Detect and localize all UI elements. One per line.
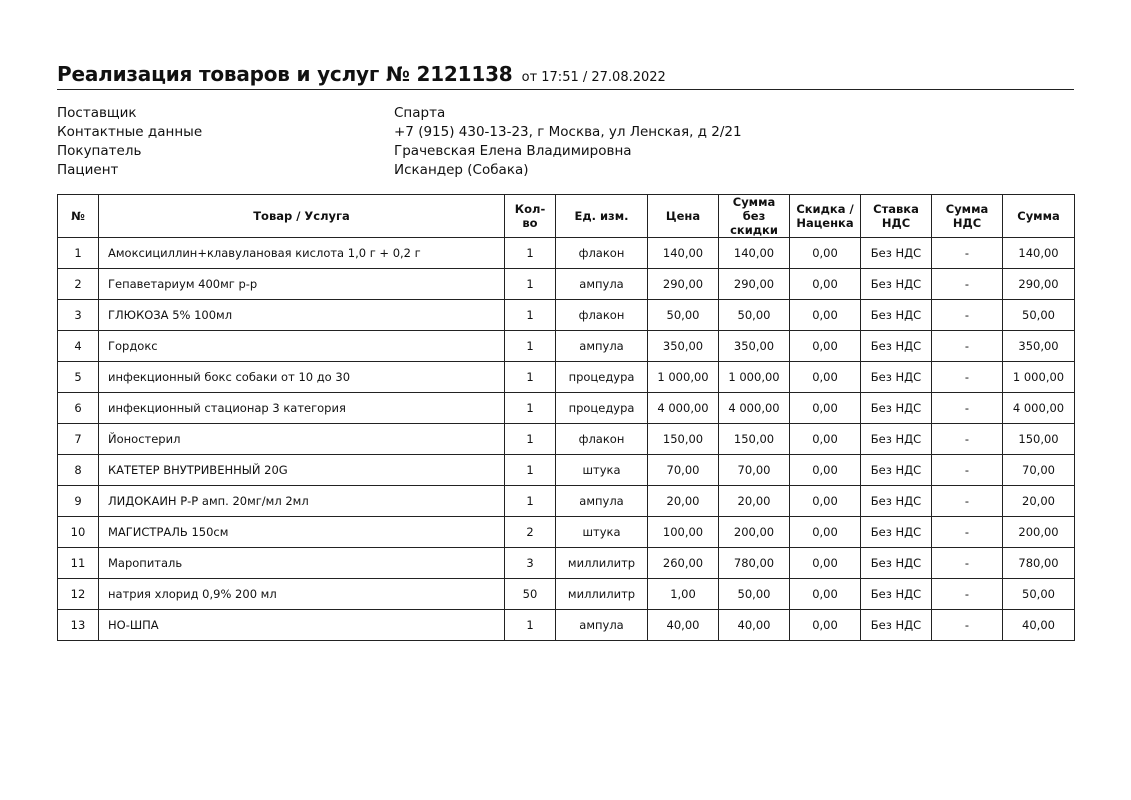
sum-without-discount-cell: 70,00 (719, 455, 790, 486)
table-row (58, 486, 1075, 517)
discount-cell: 0,00 (790, 331, 861, 362)
table-row (58, 238, 1075, 269)
sum-without-discount-cell: 350,00 (719, 331, 790, 362)
sum-without-discount-cell: 50,00 (719, 300, 790, 331)
item-name-cell: ГЛЮКОЗА 5% 100мл (99, 300, 505, 331)
vat-sum-cell: - (932, 331, 1003, 362)
quantity-cell: 1 (505, 455, 556, 486)
column-header: Ед. изм. (556, 195, 648, 238)
info-row-contacts (57, 123, 1074, 142)
info-label: Пациент (57, 162, 119, 178)
discount-cell: 0,00 (790, 455, 861, 486)
table-header-row (58, 195, 1075, 238)
table-row (58, 269, 1075, 300)
vat-rate-cell: Без НДС (861, 455, 932, 486)
vat-sum-cell: - (932, 300, 1003, 331)
item-name-cell: ЛИДОКАИН Р-Р амп. 20мг/мл 2мл (99, 486, 505, 517)
item-name-cell: Гордокс (99, 331, 505, 362)
item-name-cell: КАТЕТЕР ВНУТРИВЕННЫЙ 20G (99, 455, 505, 486)
quantity-cell: 1 (505, 238, 556, 269)
unit-cell: ампула (556, 486, 648, 517)
table-body (58, 238, 1075, 641)
row-number-cell: 11 (58, 548, 99, 579)
row-number-cell: 2 (58, 269, 99, 300)
row-number-cell: 4 (58, 331, 99, 362)
vat-sum-cell: - (932, 517, 1003, 548)
total-sum-cell: 70,00 (1003, 455, 1075, 486)
unit-cell: флакон (556, 238, 648, 269)
vat-rate-cell: Без НДС (861, 331, 932, 362)
vat-rate-cell: Без НДС (861, 362, 932, 393)
total-sum-cell: 4 000,00 (1003, 393, 1075, 424)
total-sum-cell: 50,00 (1003, 300, 1075, 331)
vat-rate-cell: Без НДС (861, 393, 932, 424)
info-row-patient (57, 161, 1074, 180)
price-cell: 50,00 (648, 300, 719, 331)
vat-rate-cell: Без НДС (861, 517, 932, 548)
row-number-cell: 9 (58, 486, 99, 517)
info-row-buyer (57, 142, 1074, 161)
vat-sum-cell: - (932, 548, 1003, 579)
total-sum-cell: 350,00 (1003, 331, 1075, 362)
table-row (58, 331, 1075, 362)
price-cell: 70,00 (648, 455, 719, 486)
vat-rate-cell: Без НДС (861, 548, 932, 579)
unit-cell: флакон (556, 424, 648, 455)
column-header: Цена (648, 195, 719, 238)
table-row (58, 300, 1075, 331)
unit-cell: процедура (556, 362, 648, 393)
document-header (57, 62, 1074, 90)
row-number-cell: 10 (58, 517, 99, 548)
quantity-cell: 1 (505, 300, 556, 331)
row-number-cell: 3 (58, 300, 99, 331)
column-header: Товар / Услуга (99, 195, 505, 238)
vat-sum-cell: - (932, 393, 1003, 424)
vat-rate-cell: Без НДС (861, 486, 932, 517)
document-title: Реализация товаров и услуг № 2121138 (57, 62, 513, 86)
vat-rate-cell: Без НДС (861, 579, 932, 610)
column-header: Сумма (1003, 195, 1075, 238)
sum-without-discount-cell: 150,00 (719, 424, 790, 455)
unit-cell: миллилитр (556, 579, 648, 610)
table-row (58, 548, 1075, 579)
vat-sum-cell: - (932, 269, 1003, 300)
discount-cell: 0,00 (790, 300, 861, 331)
total-sum-cell: 150,00 (1003, 424, 1075, 455)
price-cell: 40,00 (648, 610, 719, 641)
sum-without-discount-cell: 200,00 (719, 517, 790, 548)
price-cell: 350,00 (648, 331, 719, 362)
total-sum-cell: 200,00 (1003, 517, 1075, 548)
document-date: от 17:51 / 27.08.2022 (521, 70, 666, 85)
vat-sum-cell: - (932, 486, 1003, 517)
sum-without-discount-cell: 140,00 (719, 238, 790, 269)
row-number-cell: 7 (58, 424, 99, 455)
total-sum-cell: 140,00 (1003, 238, 1075, 269)
total-sum-cell: 1 000,00 (1003, 362, 1075, 393)
discount-cell: 0,00 (790, 610, 861, 641)
price-cell: 1,00 (648, 579, 719, 610)
info-value: Спарта (394, 105, 446, 121)
item-name-cell: НО-ШПА (99, 610, 505, 641)
sum-without-discount-cell: 20,00 (719, 486, 790, 517)
total-sum-cell: 780,00 (1003, 548, 1075, 579)
price-cell: 1 000,00 (648, 362, 719, 393)
sum-without-discount-cell: 1 000,00 (719, 362, 790, 393)
quantity-cell: 2 (505, 517, 556, 548)
sum-without-discount-cell: 50,00 (719, 579, 790, 610)
discount-cell: 0,00 (790, 579, 861, 610)
discount-cell: 0,00 (790, 517, 861, 548)
vat-rate-cell: Без НДС (861, 300, 932, 331)
info-value: Искандер (Собака) (394, 162, 529, 178)
item-name-cell: МАГИСТРАЛЬ 150см (99, 517, 505, 548)
unit-cell: процедура (556, 393, 648, 424)
unit-cell: штука (556, 517, 648, 548)
price-cell: 4 000,00 (648, 393, 719, 424)
discount-cell: 0,00 (790, 269, 861, 300)
table-row (58, 610, 1075, 641)
row-number-cell: 6 (58, 393, 99, 424)
sum-without-discount-cell: 780,00 (719, 548, 790, 579)
info-label: Покупатель (57, 143, 142, 159)
table-row (58, 455, 1075, 486)
vat-sum-cell: - (932, 455, 1003, 486)
unit-cell: миллилитр (556, 548, 648, 579)
price-cell: 260,00 (648, 548, 719, 579)
column-header: Ставка НДС (861, 195, 932, 238)
info-label: Контактные данные (57, 124, 203, 140)
item-name-cell: Маропиталь (99, 548, 505, 579)
sum-without-discount-cell: 290,00 (719, 269, 790, 300)
vat-sum-cell: - (932, 579, 1003, 610)
info-label: Поставщик (57, 105, 137, 121)
unit-cell: штука (556, 455, 648, 486)
table-row (58, 393, 1075, 424)
quantity-cell: 1 (505, 486, 556, 517)
vat-rate-cell: Без НДС (861, 610, 932, 641)
quantity-cell: 1 (505, 362, 556, 393)
unit-cell: ампула (556, 610, 648, 641)
invoice-document (57, 62, 1074, 641)
discount-cell: 0,00 (790, 238, 861, 269)
row-number-cell: 13 (58, 610, 99, 641)
vat-rate-cell: Без НДС (861, 269, 932, 300)
column-header: № (58, 195, 99, 238)
item-name-cell: Амоксициллин+клавулановая кислота 1,0 г + 0,2 г (99, 238, 505, 269)
vat-sum-cell: - (932, 238, 1003, 269)
column-header: Сумма без скидки (719, 195, 790, 238)
item-name-cell: Йоностерил (99, 424, 505, 455)
unit-cell: ампула (556, 331, 648, 362)
quantity-cell: 1 (505, 269, 556, 300)
price-cell: 290,00 (648, 269, 719, 300)
discount-cell: 0,00 (790, 424, 861, 455)
quantity-cell: 1 (505, 424, 556, 455)
item-name-cell: инфекционный бокс собаки от 10 до 30 (99, 362, 505, 393)
table-row (58, 517, 1075, 548)
discount-cell: 0,00 (790, 486, 861, 517)
sum-without-discount-cell: 4 000,00 (719, 393, 790, 424)
discount-cell: 0,00 (790, 548, 861, 579)
discount-cell: 0,00 (790, 393, 861, 424)
item-name-cell: натрия хлорид 0,9% 200 мл (99, 579, 505, 610)
unit-cell: флакон (556, 300, 648, 331)
vat-sum-cell: - (932, 362, 1003, 393)
price-cell: 140,00 (648, 238, 719, 269)
quantity-cell: 1 (505, 331, 556, 362)
item-name-cell: Гепаветариум 400мг р-р (99, 269, 505, 300)
price-cell: 20,00 (648, 486, 719, 517)
total-sum-cell: 20,00 (1003, 486, 1075, 517)
quantity-cell: 1 (505, 393, 556, 424)
info-value: +7 (915) 430-13-23, г Москва, ул Ленская, д 2/21 (394, 124, 742, 140)
item-name-cell: инфекционный стационар 3 категория (99, 393, 505, 424)
total-sum-cell: 290,00 (1003, 269, 1075, 300)
quantity-cell: 1 (505, 610, 556, 641)
sum-without-discount-cell: 40,00 (719, 610, 790, 641)
row-number-cell: 12 (58, 579, 99, 610)
unit-cell: ампула (556, 269, 648, 300)
price-cell: 100,00 (648, 517, 719, 548)
table-row (58, 362, 1075, 393)
row-number-cell: 8 (58, 455, 99, 486)
quantity-cell: 3 (505, 548, 556, 579)
row-number-cell: 1 (58, 238, 99, 269)
vat-sum-cell: - (932, 610, 1003, 641)
total-sum-cell: 50,00 (1003, 579, 1075, 610)
column-header: Кол-во (505, 195, 556, 238)
total-sum-cell: 40,00 (1003, 610, 1075, 641)
vat-rate-cell: Без НДС (861, 424, 932, 455)
discount-cell: 0,00 (790, 362, 861, 393)
vat-rate-cell: Без НДС (861, 238, 932, 269)
column-header: Сумма НДС (932, 195, 1003, 238)
info-row-supplier (57, 104, 1074, 123)
table-row (58, 424, 1075, 455)
quantity-cell: 50 (505, 579, 556, 610)
column-header: Скидка / Наценка (790, 195, 861, 238)
items-table (57, 194, 1075, 641)
vat-sum-cell: - (932, 424, 1003, 455)
info-value: Грачевская Елена Владимировна (394, 143, 632, 159)
table-row (58, 579, 1075, 610)
row-number-cell: 5 (58, 362, 99, 393)
price-cell: 150,00 (648, 424, 719, 455)
info-block (57, 104, 1074, 180)
